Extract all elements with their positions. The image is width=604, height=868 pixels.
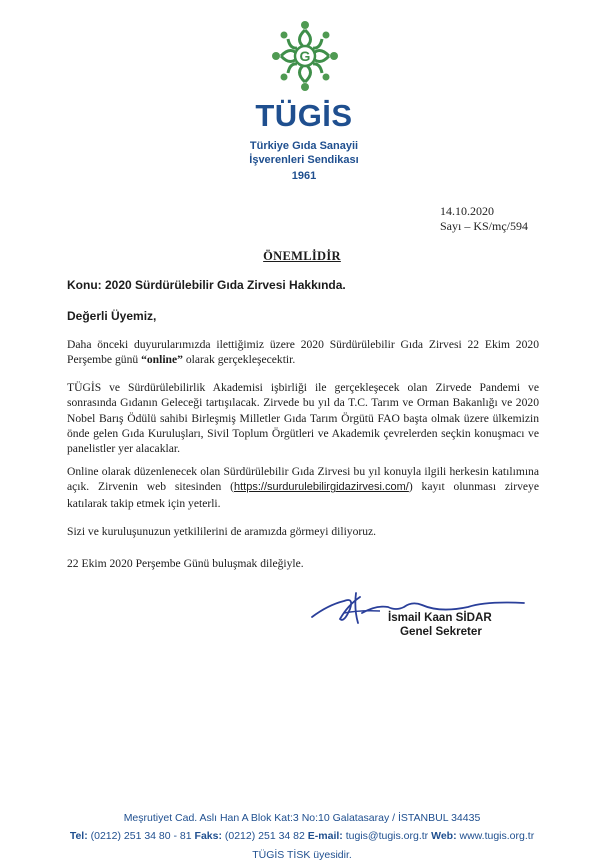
tugis-logo-icon <box>270 18 340 94</box>
paragraph-registration <box>67 464 539 511</box>
email-label: E-mail: <box>307 830 343 842</box>
paragraph-invitation: Sizi ve kuruluşunuzun yetkililerini de aramızda görmeyi diliyoruz. <box>67 525 377 538</box>
summit-website-link[interactable]: https://surdurulebilirgidazirvesi.com/ <box>233 481 409 494</box>
salutation: Değerli Üyemiz, <box>67 309 157 323</box>
tel-number: (0212) 251 34 80 - 81 <box>87 830 195 842</box>
reference-number: Sayı – KS/mç/594 <box>440 219 529 233</box>
paragraph-text: Online olarak düzenlenecek olan Sürdürülebilir Gıda Zirvesi bu yıl konuyla ilgili herkesin katılımına açık. Zirvenin web sitesinden ( <box>67 465 539 494</box>
paragraph-text: Daha önceki duyurularımızda ilettiğimiz üzere 2020 Sürdürülebilir Gıda Zirvesi 22 Ekim 2020 Perşembe günü <box>67 338 539 367</box>
signer-title: Genel Sekreter <box>400 625 482 638</box>
footer-membership: TÜGİS TİSK üyesidir. <box>252 849 352 861</box>
email-address[interactable]: tugis@tugis.org.tr <box>342 830 432 842</box>
web-address[interactable]: www.tugis.org.tr <box>456 830 535 842</box>
paragraph-closing: 22 Ekim 2020 Perşembe Günü buluşmak dileğiyle. <box>67 557 304 570</box>
footer-address: Meşrutiyet Cad. Aslı Han A Blok Kat:3 No:10 Galatasaray / İSTANBUL 34435 <box>123 812 481 824</box>
footer-contact <box>0 830 604 843</box>
paragraph-text: olarak gerçekleşecektir. <box>182 353 296 367</box>
letter-date: 14.10.2020 <box>440 204 494 218</box>
logo-letter: G <box>299 48 311 64</box>
brand-subtitle-line2: İşverenleri Sendikası <box>249 154 359 166</box>
brand-name: TÜGİS <box>255 98 353 133</box>
important-heading: ÖNEMLİDİR <box>263 249 341 263</box>
fax-label: Faks: <box>194 830 222 842</box>
subject-line: Konu: 2020 Sürdürülebilir Gıda Zirvesi Hakkında. <box>67 278 346 292</box>
paragraph-announcement <box>67 337 539 368</box>
brand-subtitle-line1: Türkiye Gıda Sanayii <box>249 140 359 152</box>
web-label: Web: <box>431 830 457 842</box>
paragraph-text: ) kayıt olunması zirveye katılarak takip etmek için yeterli. <box>67 480 539 510</box>
paragraph-summit-details: TÜGİS ve Sürdürülebilirlik Akademisi işbirliği ile gerçekleşecek olan Zirvede Pandemi ve sonrasında Gıdanın Geleceği tartışılacak. Zirvede bu yıl da T.C. Tarım ve Orman Bakanlığı ve 2020 Nobel Barış Ödülü sahibi Birleşmiş Milletler Gıda Tarım Örgütü FAO başta olmak üzere ülkemizin önde gelen Gıda Kuruluşları, Sivil Toplum Örgütleri ve Akademik çevrelerden seçkin konuşmacı ve panelistler yer alacaklar. <box>67 381 539 456</box>
brand-founding-year: 1961 <box>291 170 317 182</box>
tel-label: Tel: <box>69 830 88 842</box>
signer-name: İsmail Kaan SİDAR <box>388 611 492 624</box>
online-emphasis: “online” <box>141 353 183 367</box>
fax-number: (0212) 251 34 82 <box>221 830 308 842</box>
